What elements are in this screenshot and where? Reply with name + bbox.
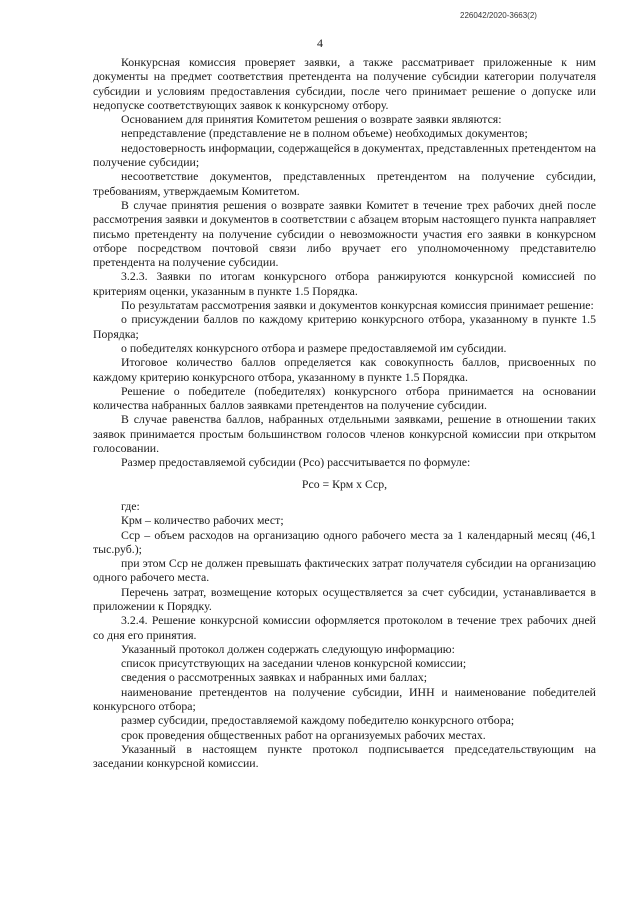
paragraph: 3.2.4. Решение конкурсной комиссии оформляется протоколом в течение трех рабочих дней со дня его принятия. — [93, 613, 596, 642]
paragraph: срок проведения общественных работ на организуемых рабочих местах. — [121, 727, 486, 742]
paragraph: В случае принятия решения о возврате заявки Комитет в течение трех рабочих дней после рассмотрения заявки и документов в соответствии с абзацем вторым настоящего пункта направляет письмо претенденту на получение субсидии о невозможности участия его заявки в конкурсном отборе посредством почтовой связи либо вручает его уполномоченному представителю претендента на получение субсидии. — [93, 197, 597, 270]
paragraph: где: — [121, 498, 140, 513]
paragraph: Указанный в настоящем пункте протокол подписывается председательствующим на заседании конкурсной комиссии. — [93, 741, 596, 771]
paragraph: Перечень затрат, возмещение которых осуществляется за счет субсидии, устанавливается в приложении к Порядку. — [93, 584, 596, 613]
paragraph: По результатам рассмотрения заявки и документов конкурсная комиссия принимает решение: — [121, 298, 594, 313]
paragraph: несоответствие документов, представленных претендентом на получение субсидии, требованиям, утверждаемым Комитетом. — [93, 169, 596, 198]
paragraph: Решение о победителе (победителях) конкурсного отбора принимается на основании количества набранных баллов заявками претендентов на получение субсидии. — [93, 383, 596, 413]
paragraph: о победителях конкурсного отбора и размере предоставляемой им субсидии. — [121, 340, 507, 355]
paragraph: В случае равенства баллов, набранных отдельными заявками, решение в отношении таких заявок принимается простым большинством голосов членов конкурсной комиссии при открытом голосовании. — [93, 412, 596, 456]
paragraph: сведения о рассмотренных заявках и набранных ими баллах; — [121, 670, 427, 685]
paragraph: размер субсидии, предоставляемой каждому победителю конкурсного отбора; — [121, 713, 515, 728]
document-number: 226042/2020-3663(2) — [460, 11, 537, 20]
paragraph: список присутствующих на заседании членов конкурсной комиссии; — [121, 656, 467, 671]
paragraph: при этом Сср не должен превышать фактических затрат получателя субсидии на организацию одного рабочего места. — [93, 556, 596, 585]
paragraph: наименование претендентов на получение субсидии, ИНН и наименование победителей конкурсного отбора; — [93, 684, 596, 714]
paragraph: 3.2.3. Заявки по итогам конкурсного отбора ранжируются конкурсной комиссией по критериям оценки, указанным в пункте 1.5 Порядка. — [93, 269, 596, 298]
paragraph: Основанием для принятия Комитетом решения о возврате заявки являются: — [121, 112, 502, 127]
paragraph: Конкурсная комиссия проверяет заявки, а также рассматривает приложенные к ним документы на предмет соответствия претендента на получение субсидии категории получателя субсидии и условиям предоставления субсидии, после чего принимает решение о допуске или недопуске соответствующих заявок к конкурсному отбору. — [93, 55, 596, 112]
document-body — [93, 55, 596, 771]
paragraph: Сср – объем расходов на организацию одного рабочего места за 1 календарный месяц (46,1 тыс.руб.); — [93, 527, 596, 556]
paragraph: Итоговое количество баллов определяется как совокупность баллов, присвоенных по каждому критерию конкурсного отбора, указанному в пункте 1.5 Порядка. — [93, 355, 596, 384]
paragraph: Указанный протокол должен содержать следующую информацию: — [121, 641, 455, 656]
paragraph: о присуждении баллов по каждому критерию конкурсного отбора, указанному в пункте 1.5 Порядка; — [93, 312, 596, 341]
page-number: 4 — [317, 36, 323, 50]
paragraph: недостоверность информации, содержащейся в документах, представленных претендентом на получение субсидии; — [93, 140, 596, 170]
paragraph: Крм – количество рабочих мест; — [121, 513, 284, 528]
paragraph: Размер предоставляемой субсидии (Рсо) рассчитывается по формуле: — [121, 455, 471, 470]
formula: Рсо = Крм х Сср, — [301, 476, 388, 491]
paragraph: непредставление (представление не в полном объеме) необходимых документов; — [121, 126, 528, 141]
